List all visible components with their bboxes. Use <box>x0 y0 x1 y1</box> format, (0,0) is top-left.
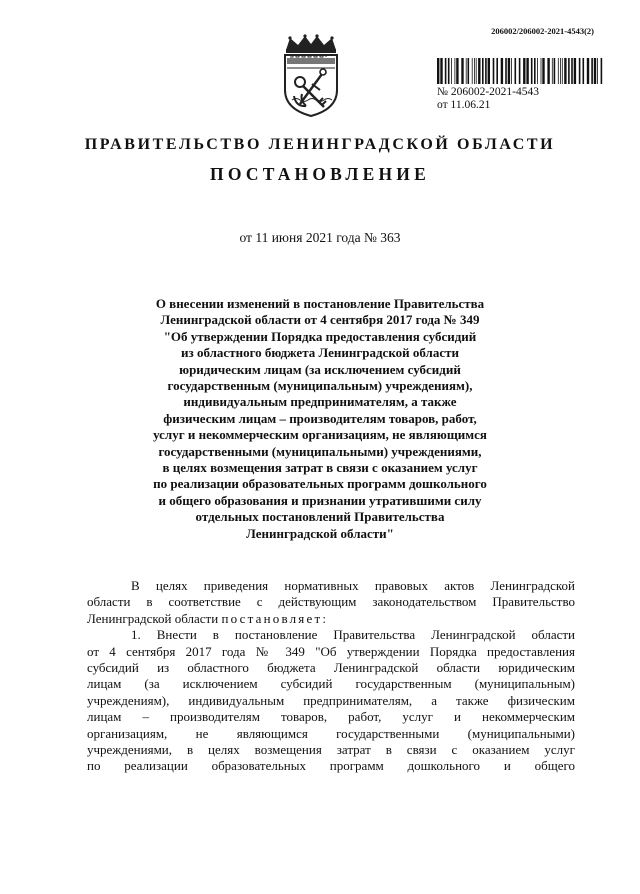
registration-stamp <box>437 86 539 112</box>
preamble-line: области в соответствие с действующим законодательством Правительство <box>87 594 575 610</box>
title-line: Ленинградской области" <box>246 525 394 541</box>
coat-of-arms-icon <box>276 34 346 118</box>
title-line: отдельных постановлений Правительства <box>195 509 445 525</box>
title-line: и общего образования и признании утратившими силу <box>158 492 482 508</box>
title-line: физическим лицам – производителям товаров, работ, <box>163 410 477 426</box>
document-body <box>87 578 575 775</box>
item-line: от 4 сентября 2017 года № 349 "Об утверждении Порядка предоставления <box>87 643 575 659</box>
title-line: по реализации образовательных программ дошкольного <box>153 476 487 492</box>
title-line: государственными (муниципальными) учреждениями, <box>158 443 482 459</box>
preamble-line: В целях приведения нормативных правовых актов Ленинградской <box>131 578 575 593</box>
authority-name: ПРАВИТЕЛЬСТВО ЛЕНИНГРАДСКОЙ ОБЛАСТИ <box>84 136 556 153</box>
title-line: из областного бюджета Ленинградской области <box>181 345 459 361</box>
preamble-line <box>87 611 575 627</box>
registry-code: 206002/206002-2021-4543(2) <box>491 26 594 36</box>
title-line: услуг и некоммерческим организациям, не являющимся <box>153 427 487 443</box>
title-line: О внесении изменений в постановление Правительства <box>155 296 485 311</box>
preamble-text: Ленинградской области <box>87 610 222 626</box>
registration-date: от 11.06.21 <box>437 99 491 111</box>
item-line: 1. Внести в постановление Правительства Ленинградской области <box>131 627 575 643</box>
item-line: организациям, не являющимся государственными (муниципальными) <box>87 725 575 741</box>
item-line: учреждениями, в целях возмещения затрат в связи с оказанием услуг <box>87 742 575 758</box>
title-line: юридическим лицам (за исключением субсидий <box>179 361 461 377</box>
document-title <box>110 296 530 542</box>
resolution-verb: постановляет: <box>221 610 329 626</box>
item-line: учреждениям), индивидуальным предпринимателям, а также физическим <box>87 692 575 708</box>
title-line: в целях возмещения затрат в связи с оказанием услуг <box>162 460 478 476</box>
item-line: лицам (за исключением субсидий государственным (муниципальным) <box>87 676 575 692</box>
document-date-number: от 11 июня 2021 года № 363 <box>239 230 401 245</box>
item-line: субсидий из областного бюджета Ленинградской области юридическим <box>87 660 575 676</box>
item-line: лицам – производителям товаров, работ, услуг и некоммерческим <box>87 709 575 725</box>
title-line: индивидуальным предпринимателям, а также <box>183 394 457 410</box>
registration-number: № 206002-2021-4543 <box>437 86 540 98</box>
item-line: по реализации образовательных программ дошкольного и общего <box>87 758 575 774</box>
title-line: "Об утверждении Порядка предоставления субсидий <box>163 328 477 344</box>
barcode-icon <box>436 58 606 84</box>
title-line: Ленинградской области от 4 сентября 2017 года № 349 <box>160 312 480 328</box>
document-type: ПОСТАНОВЛЕНИЕ <box>210 164 430 184</box>
title-line: государственным (муниципальным) учреждениям), <box>167 378 473 394</box>
